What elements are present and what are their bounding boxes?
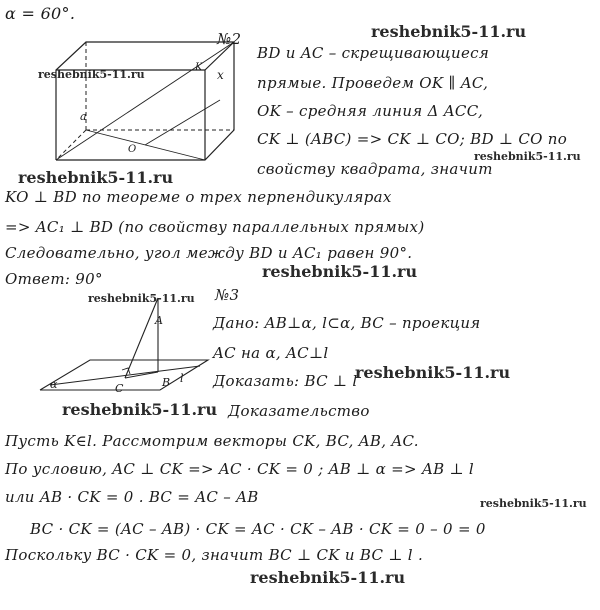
plane-label-c: C bbox=[115, 382, 124, 395]
cube-label-k: K bbox=[195, 62, 203, 73]
cube-label-a: a bbox=[80, 110, 87, 123]
watermark: reshebnik5-11.ru bbox=[250, 568, 406, 587]
cube-label-x: x bbox=[217, 68, 225, 82]
plane-label-a: A bbox=[155, 314, 164, 327]
plane-label-b: B bbox=[162, 376, 171, 389]
p2-line-8: Следовательно, угол между BD и AC₁ равен 90°. bbox=[5, 244, 413, 262]
p3-line-5: Поскольку BC · CK = 0, значит BC ⊥ CK и BC ⊥ l . bbox=[5, 546, 424, 564]
watermark: reshebnik5-11.ru bbox=[262, 262, 418, 281]
watermark: reshebnik5-11.ru bbox=[474, 150, 581, 163]
watermark: reshebnik5-11.ru bbox=[38, 68, 145, 81]
p2-line-6: KO ⊥ BD по теореме о трех перпендикулярах bbox=[5, 188, 392, 206]
p2-answer: Ответ: 90° bbox=[5, 270, 103, 288]
p3-prove: Доказать: BC ⊥ l bbox=[213, 372, 358, 390]
p3-line-2: По условию, AC ⊥ CK => AC · CK = 0 ; AB ⊥ α => AB ⊥ l bbox=[5, 460, 475, 478]
p2-line-5: свойству квадрата, значит bbox=[257, 160, 493, 178]
p3-line-1: Пусть K∈l. Рассмотрим векторы CK, BC, AB, AC. bbox=[5, 432, 419, 450]
p2-line-2: прямые. Проведем OK ∥ AC, bbox=[257, 74, 489, 92]
watermark: reshebnik5-11.ru bbox=[88, 292, 195, 305]
p3-line-4: BC · CK = (AC – AB) · CK = AC · CK – AB · CK = 0 – 0 = 0 bbox=[30, 520, 486, 538]
p2-line-7: => AC₁ ⊥ BD (по свойству параллельных прямых) bbox=[5, 218, 425, 236]
p3-proof-title: Доказательство bbox=[228, 402, 370, 420]
watermark: reshebnik5-11.ru bbox=[18, 168, 174, 187]
alpha-value: α = 60°. bbox=[5, 4, 76, 23]
p3-line-3: или AB · CK = 0 . BC = AC – AB bbox=[5, 488, 259, 506]
plane-label-l: l bbox=[180, 372, 184, 385]
watermark: reshebnik5-11.ru bbox=[355, 363, 511, 382]
p3-given: Дано: AB⊥α, l⊂α, BC – проекция bbox=[213, 314, 481, 332]
p2-line-1: BD и AC – скрещивающиеся bbox=[257, 44, 490, 62]
p2-line-3: OK – средняя линия Δ ACC, bbox=[257, 102, 484, 120]
cube-label-o: O bbox=[128, 144, 137, 155]
watermark: reshebnik5-11.ru bbox=[480, 497, 587, 510]
p2-line-4: CK ⊥ (ABC) => CK ⊥ CO; BD ⊥ CO по bbox=[257, 130, 568, 148]
plane-label-alpha: α bbox=[50, 378, 58, 391]
p3-given-2: AC на α, AC⊥l bbox=[213, 344, 329, 362]
watermark: reshebnik5-11.ru bbox=[62, 400, 218, 419]
watermark: reshebnik5-11.ru bbox=[371, 22, 527, 41]
problem-number: №2 bbox=[217, 30, 242, 48]
problem-number: №3 bbox=[215, 286, 240, 304]
